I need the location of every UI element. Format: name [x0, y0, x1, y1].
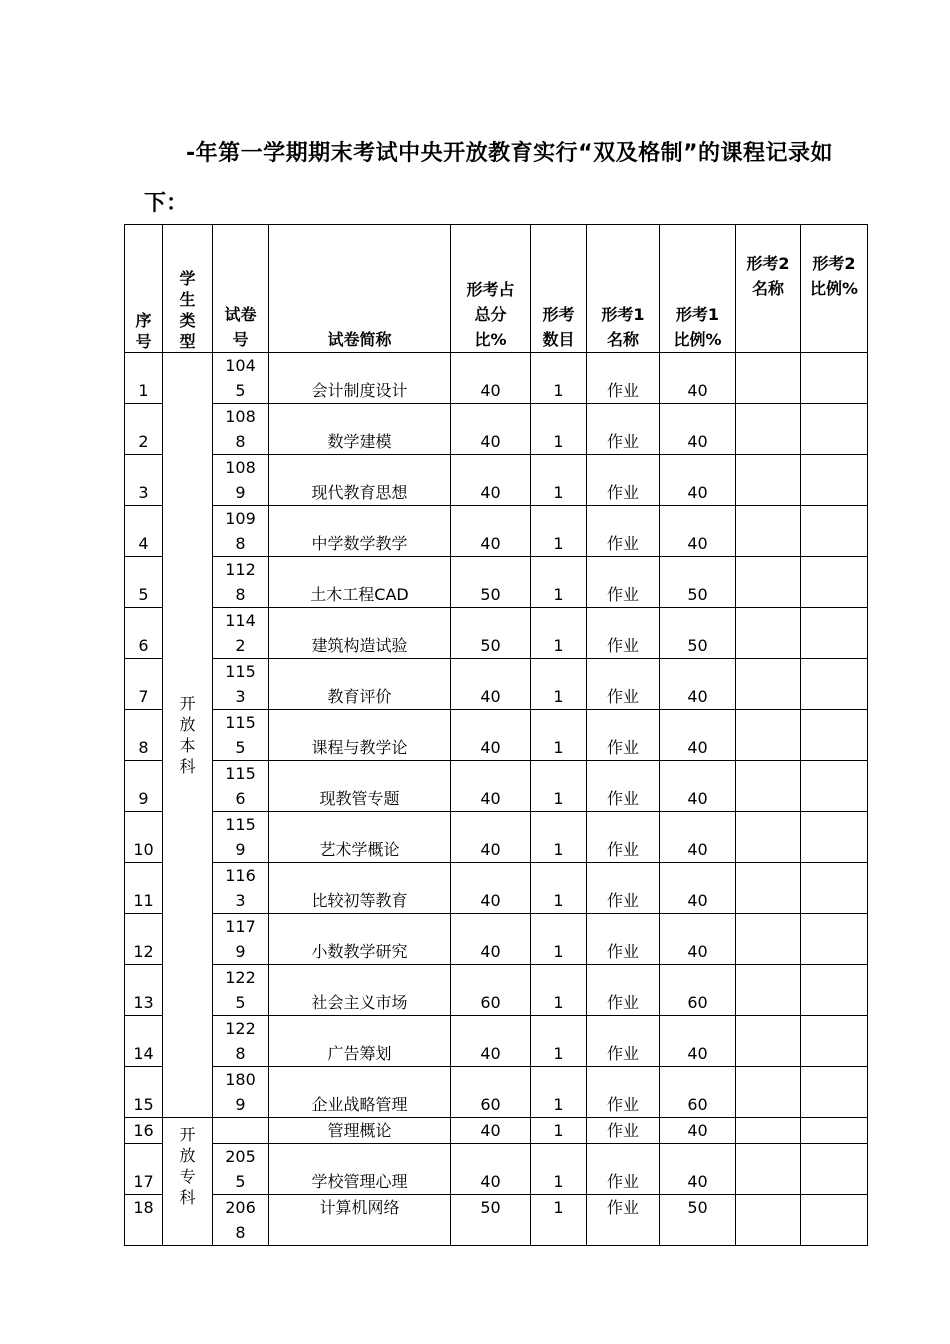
- header-seq: 序号: [125, 225, 163, 353]
- row-seq: 15: [125, 1067, 163, 1118]
- row-seq: 4: [125, 506, 163, 557]
- row-name1: 作业: [587, 761, 660, 812]
- row-ratio-total: 40: [451, 863, 531, 914]
- row-ratio2: [801, 1067, 868, 1118]
- row-ratio2: [801, 1144, 868, 1195]
- row-seq: 6: [125, 608, 163, 659]
- row-ratio-total: 40: [451, 455, 531, 506]
- table-row: [125, 1195, 868, 1246]
- row-name2: [736, 863, 801, 914]
- row-ratio1: 40: [660, 710, 736, 761]
- row-ratio2: [801, 812, 868, 863]
- row-count: 1: [531, 965, 587, 1016]
- row-ratio2: [801, 353, 868, 404]
- row-name2: [736, 659, 801, 710]
- row-ratio-total: 50: [451, 557, 531, 608]
- row-ratio1: 40: [660, 1118, 736, 1144]
- row-ratio1: 40: [660, 353, 736, 404]
- row-seq: 5: [125, 557, 163, 608]
- row-ratio2: [801, 557, 868, 608]
- student-type-cell: 开放本科: [163, 353, 213, 1118]
- row-count: 1: [531, 761, 587, 812]
- row-ratio-total: 40: [451, 404, 531, 455]
- row-name2: [736, 965, 801, 1016]
- row-name1: 作业: [587, 1118, 660, 1144]
- row-paper-name: 小数教学研究: [269, 914, 451, 965]
- row-ratio2: [801, 965, 868, 1016]
- row-seq: 13: [125, 965, 163, 1016]
- row-name1: 作业: [587, 965, 660, 1016]
- row-ratio1: 40: [660, 404, 736, 455]
- row-name1: 作业: [587, 557, 660, 608]
- row-paper-name: 企业战略管理: [269, 1067, 451, 1118]
- row-paper-no: 1159: [213, 812, 269, 863]
- row-ratio1: 40: [660, 863, 736, 914]
- row-name2: [736, 1118, 801, 1144]
- row-paper-name: 管理概论: [269, 1118, 451, 1144]
- row-count: 1: [531, 710, 587, 761]
- row-name2: [736, 710, 801, 761]
- row-ratio2: [801, 455, 868, 506]
- header-count: 形考数目: [531, 225, 587, 353]
- table-row: [125, 965, 868, 1016]
- row-ratio-total: 40: [451, 710, 531, 761]
- row-paper-no: 1228: [213, 1016, 269, 1067]
- row-ratio-total: 40: [451, 761, 531, 812]
- row-name2: [736, 353, 801, 404]
- table-row: [125, 1118, 868, 1144]
- row-paper-name: 教育评价: [269, 659, 451, 710]
- row-ratio2: [801, 914, 868, 965]
- header-name2: 形考2名称: [736, 225, 801, 353]
- row-ratio-total: 40: [451, 1016, 531, 1067]
- row-count: 1: [531, 455, 587, 506]
- course-table: [124, 224, 868, 1246]
- row-ratio1: 40: [660, 1016, 736, 1067]
- row-name1: 作业: [587, 1067, 660, 1118]
- row-ratio2: [801, 1195, 868, 1246]
- row-name1: 作业: [587, 404, 660, 455]
- row-paper-name: 建筑构造试验: [269, 608, 451, 659]
- row-ratio1: 60: [660, 1067, 736, 1118]
- student-type-cell: 开放专科: [163, 1118, 213, 1246]
- table-row: [125, 353, 868, 404]
- table-header-row: [125, 225, 868, 353]
- row-ratio2: [801, 1118, 868, 1144]
- document-title-continued: 下：: [144, 191, 189, 216]
- table-row: [125, 557, 868, 608]
- row-ratio-total: 40: [451, 353, 531, 404]
- row-ratio-total: 40: [451, 812, 531, 863]
- row-name1: 作业: [587, 863, 660, 914]
- row-count: 1: [531, 1016, 587, 1067]
- row-ratio1: 50: [660, 557, 736, 608]
- row-name1: 作业: [587, 455, 660, 506]
- row-ratio2: [801, 710, 868, 761]
- row-ratio-total: 40: [451, 914, 531, 965]
- row-paper-no: 1098: [213, 506, 269, 557]
- row-paper-name: 现教管专题: [269, 761, 451, 812]
- row-name2: [736, 761, 801, 812]
- table-row: [125, 404, 868, 455]
- row-paper-no: [213, 1118, 269, 1144]
- row-name1: 作业: [587, 812, 660, 863]
- row-paper-name: 社会主义市场: [269, 965, 451, 1016]
- row-paper-no: 1153: [213, 659, 269, 710]
- row-paper-no: 1045: [213, 353, 269, 404]
- row-paper-no: 1163: [213, 863, 269, 914]
- row-name2: [736, 455, 801, 506]
- row-seq: 12: [125, 914, 163, 965]
- row-seq: 7: [125, 659, 163, 710]
- row-name1: 作业: [587, 608, 660, 659]
- row-paper-name: 土木工程CAD: [269, 557, 451, 608]
- row-paper-no: 1179: [213, 914, 269, 965]
- row-name1: 作业: [587, 1195, 660, 1246]
- row-count: 1: [531, 1195, 587, 1246]
- row-paper-name: 艺术学概论: [269, 812, 451, 863]
- row-ratio2: [801, 1016, 868, 1067]
- row-paper-no: 1225: [213, 965, 269, 1016]
- row-seq: 10: [125, 812, 163, 863]
- row-ratio1: 40: [660, 914, 736, 965]
- row-ratio-total: 40: [451, 659, 531, 710]
- table-row: [125, 914, 868, 965]
- row-count: 1: [531, 557, 587, 608]
- row-ratio2: [801, 761, 868, 812]
- row-paper-no: 1809: [213, 1067, 269, 1118]
- row-name2: [736, 1067, 801, 1118]
- row-name2: [736, 1195, 801, 1246]
- row-ratio-total: 50: [451, 1195, 531, 1246]
- row-seq: 11: [125, 863, 163, 914]
- header-student-type: 学生类型: [163, 225, 213, 353]
- row-paper-name: 中学数学教学: [269, 506, 451, 557]
- row-count: 1: [531, 914, 587, 965]
- row-ratio1: 40: [660, 812, 736, 863]
- row-name1: 作业: [587, 710, 660, 761]
- row-ratio-total: 40: [451, 506, 531, 557]
- row-name2: [736, 404, 801, 455]
- row-name1: 作业: [587, 1144, 660, 1195]
- row-name2: [736, 608, 801, 659]
- table-row: [125, 1067, 868, 1118]
- row-name2: [736, 914, 801, 965]
- header-paper-no: 试卷号: [213, 225, 269, 353]
- row-count: 1: [531, 404, 587, 455]
- row-name2: [736, 557, 801, 608]
- row-count: 1: [531, 1067, 587, 1118]
- row-ratio2: [801, 659, 868, 710]
- row-ratio-total: 60: [451, 965, 531, 1016]
- row-ratio2: [801, 863, 868, 914]
- row-seq: 1: [125, 353, 163, 404]
- row-name2: [736, 506, 801, 557]
- row-count: 1: [531, 659, 587, 710]
- row-count: 1: [531, 608, 587, 659]
- row-paper-name: 学校管理心理: [269, 1144, 451, 1195]
- row-ratio1: 40: [660, 1144, 736, 1195]
- row-seq: 8: [125, 710, 163, 761]
- row-ratio1: 40: [660, 659, 736, 710]
- table-row: [125, 710, 868, 761]
- row-ratio1: 50: [660, 608, 736, 659]
- row-name2: [736, 812, 801, 863]
- row-paper-no: 1156: [213, 761, 269, 812]
- row-name2: [736, 1144, 801, 1195]
- row-name2: [736, 1016, 801, 1067]
- row-ratio1: 40: [660, 506, 736, 557]
- row-name1: 作业: [587, 914, 660, 965]
- table-row: [125, 659, 868, 710]
- row-seq: 3: [125, 455, 163, 506]
- row-paper-name: 现代教育思想: [269, 455, 451, 506]
- row-paper-no: 2055: [213, 1144, 269, 1195]
- row-paper-name: 计算机网络: [269, 1195, 451, 1246]
- row-name1: 作业: [587, 506, 660, 557]
- row-name1: 作业: [587, 659, 660, 710]
- row-ratio1: 40: [660, 455, 736, 506]
- row-seq: 2: [125, 404, 163, 455]
- row-seq: 18: [125, 1195, 163, 1246]
- row-ratio1: 60: [660, 965, 736, 1016]
- row-name1: 作业: [587, 1016, 660, 1067]
- row-name1: 作业: [587, 353, 660, 404]
- row-seq: 14: [125, 1016, 163, 1067]
- row-count: 1: [531, 1118, 587, 1144]
- row-paper-no: 1128: [213, 557, 269, 608]
- document-title: -年第一学期期末考试中央开放教育实行“双及格制”的课程记录如: [186, 141, 834, 166]
- row-ratio-total: 50: [451, 608, 531, 659]
- row-paper-name: 会计制度设计: [269, 353, 451, 404]
- row-count: 1: [531, 1144, 587, 1195]
- row-count: 1: [531, 353, 587, 404]
- row-paper-name: 课程与教学论: [269, 710, 451, 761]
- table-row: [125, 1144, 868, 1195]
- row-ratio1: 40: [660, 761, 736, 812]
- row-paper-name: 广告筹划: [269, 1016, 451, 1067]
- row-paper-no: 2068: [213, 1195, 269, 1246]
- header-ratio1: 形考1比例%: [660, 225, 736, 353]
- table-row: [125, 455, 868, 506]
- row-count: 1: [531, 812, 587, 863]
- table-row: [125, 863, 868, 914]
- row-ratio-total: 60: [451, 1067, 531, 1118]
- row-paper-name: 比较初等教育: [269, 863, 451, 914]
- table-row: [125, 761, 868, 812]
- table-row: [125, 506, 868, 557]
- table-row: [125, 1016, 868, 1067]
- table-row: [125, 812, 868, 863]
- row-ratio2: [801, 404, 868, 455]
- row-ratio2: [801, 608, 868, 659]
- row-ratio-total: 40: [451, 1118, 531, 1144]
- header-ratio2: 形考2比例%: [801, 225, 868, 353]
- row-ratio2: [801, 506, 868, 557]
- row-count: 1: [531, 506, 587, 557]
- header-ratio-total: 形考占总分比%: [451, 225, 531, 353]
- row-paper-name: 数学建模: [269, 404, 451, 455]
- table-row: [125, 608, 868, 659]
- row-ratio1: 50: [660, 1195, 736, 1246]
- row-seq: 16: [125, 1118, 163, 1144]
- header-paper-name: 试卷简称: [269, 225, 451, 353]
- row-seq: 17: [125, 1144, 163, 1195]
- row-paper-no: 1089: [213, 455, 269, 506]
- row-paper-no: 1142: [213, 608, 269, 659]
- row-seq: 9: [125, 761, 163, 812]
- header-name1: 形考1名称: [587, 225, 660, 353]
- row-paper-no: 1088: [213, 404, 269, 455]
- row-ratio-total: 40: [451, 1144, 531, 1195]
- row-paper-no: 1155: [213, 710, 269, 761]
- row-count: 1: [531, 863, 587, 914]
